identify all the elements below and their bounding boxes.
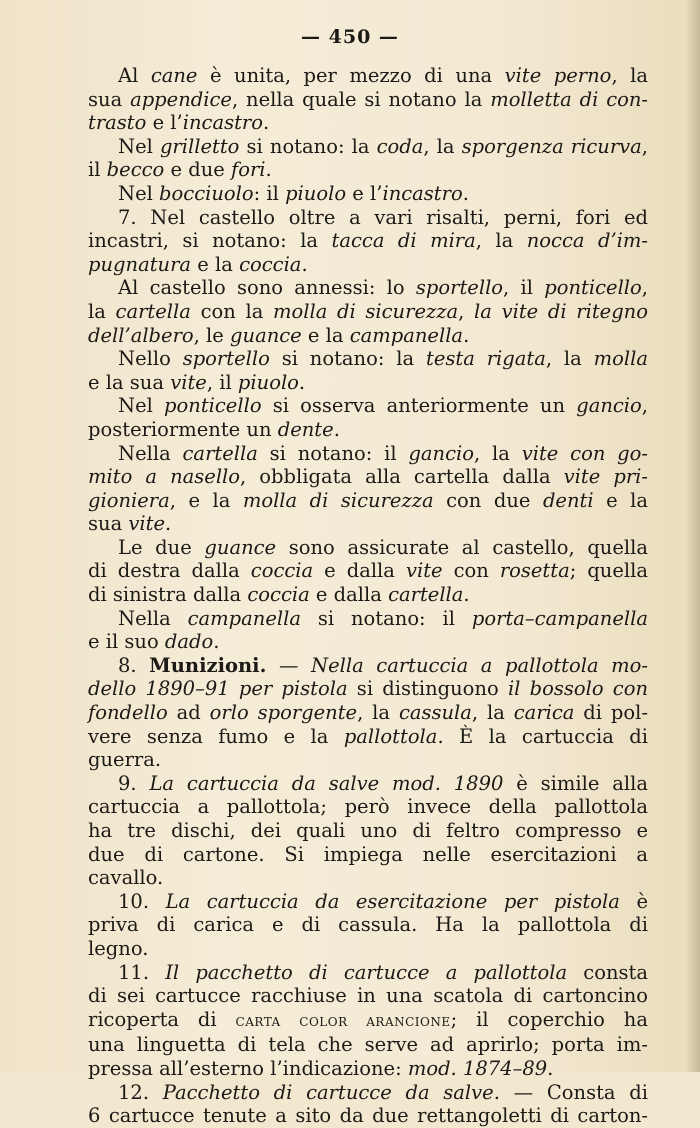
text-line: Le due guance sono assicurate al castello, quella [118,535,649,559]
text-line: mito a nasello, obbligata alla cartella dalla vite pri- [88,465,648,489]
text-line: Al castello sono annessi: lo sportello, il ponticello, [118,276,648,300]
text-line: di sinistra dalla coccia e dalla cartella. [88,583,470,607]
text-line: priva di carica e di cassula. Ha la pallottola di [88,913,648,937]
text-line: Nella cartella si notano: il gancio, la vite con go- [118,441,648,465]
text-line: 8. Munizioni. — Nella cartuccia a pallottola mo- [118,653,648,677]
text-line: 11. Il pacchetto di cartucce a pallottola consta [118,960,648,984]
text-line: 9. La cartuccia da salve mod. 1890 è simile alla [118,771,649,795]
text-line: e il suo dado. [88,630,220,654]
text-line: Al cane è unita, per mezzo di una vite perno, la [118,64,648,87]
text-line: e la sua vite, il piuolo. [88,370,306,394]
text-line: 12. Pacchetto di cartucce da salve. — Consta di [118,1080,648,1104]
page-edge-shadow [686,0,700,1072]
text-line: 7. Nel castello oltre a vari risalti, perni, fori ed [118,205,648,229]
text-line: dello 1890–91 per pistola si distinguono il bossolo con [88,677,649,701]
text-line: ha tre dischi, dei quali uno di feltro compresso e [88,819,648,842]
text-line: legno. [88,936,149,960]
text-line: di destra dalla coccia e dalla vite con rosetta; quella [88,559,649,583]
text-line: gioniera, e la molla di sicurezza con due denti e la [88,488,648,512]
text-line: Nella campanella si notano: il porta–campanella [118,606,649,630]
text-line: 10. La cartuccia da esercitazione per pistola è [118,889,649,913]
text-line: cartuccia a pallottola; però invece della pallottola [88,795,648,819]
text-line: fondello ad orlo sporgente, la cassula, la carica di pol- [88,701,648,725]
text-line: il becco e due fori. [88,158,272,182]
text-line: di sei cartucce racchiuse in una scatola di cartoncino [88,984,648,1008]
text-line: due di cartone. Si impiega nelle esercitazioni a [88,842,648,866]
text-line: una linguetta di tela che serve ad aprirlo; porta im- [88,1033,648,1057]
text-line: vere senza fumo e la pallottola. È la cartuccia di [88,724,649,748]
text-line: guerra. [88,748,162,772]
text-line: incastri, si notano: la tacca di mira, la nocca d’im- [88,229,648,253]
text-line: cavallo. [88,866,164,890]
page-number: — 450 — [301,26,399,48]
page-body-text [88,64,648,1128]
text-line: la cartella con la molla di sicurezza, la vite di ritegno [88,299,648,323]
text-line: trasto e l’incastro. [88,111,270,135]
text-line: Nel bocciuolo: il piuolo e l’incastro. [118,181,469,205]
text-line: Nel ponticello si osserva anteriormente un gancio, [118,394,648,418]
text-line: pressa all’esterno l’indicazione: mod. 1874–89. [88,1056,554,1080]
text-line: Nel grilletto si notano: la coda, la sporgenza ricurva, [118,134,648,158]
text-line: Nello sportello si notano: la testa rigata, la molla [118,347,648,371]
text-line: sua vite. [88,512,172,536]
text-line: posteriormente un dente. [88,417,340,441]
text-line: dell’albero, le guance e la campanella. [88,323,470,347]
text-line: sua appendice, nella quale si notano la molletta di con- [88,87,649,111]
text-line: pugnatura e la coccia. [88,252,308,276]
text-line: ricoperta di carta color arancione; il coperchio ha [88,1007,648,1031]
text-line: 6 cartucce tenute a sito da due rettangoletti di carton- [88,1104,648,1128]
